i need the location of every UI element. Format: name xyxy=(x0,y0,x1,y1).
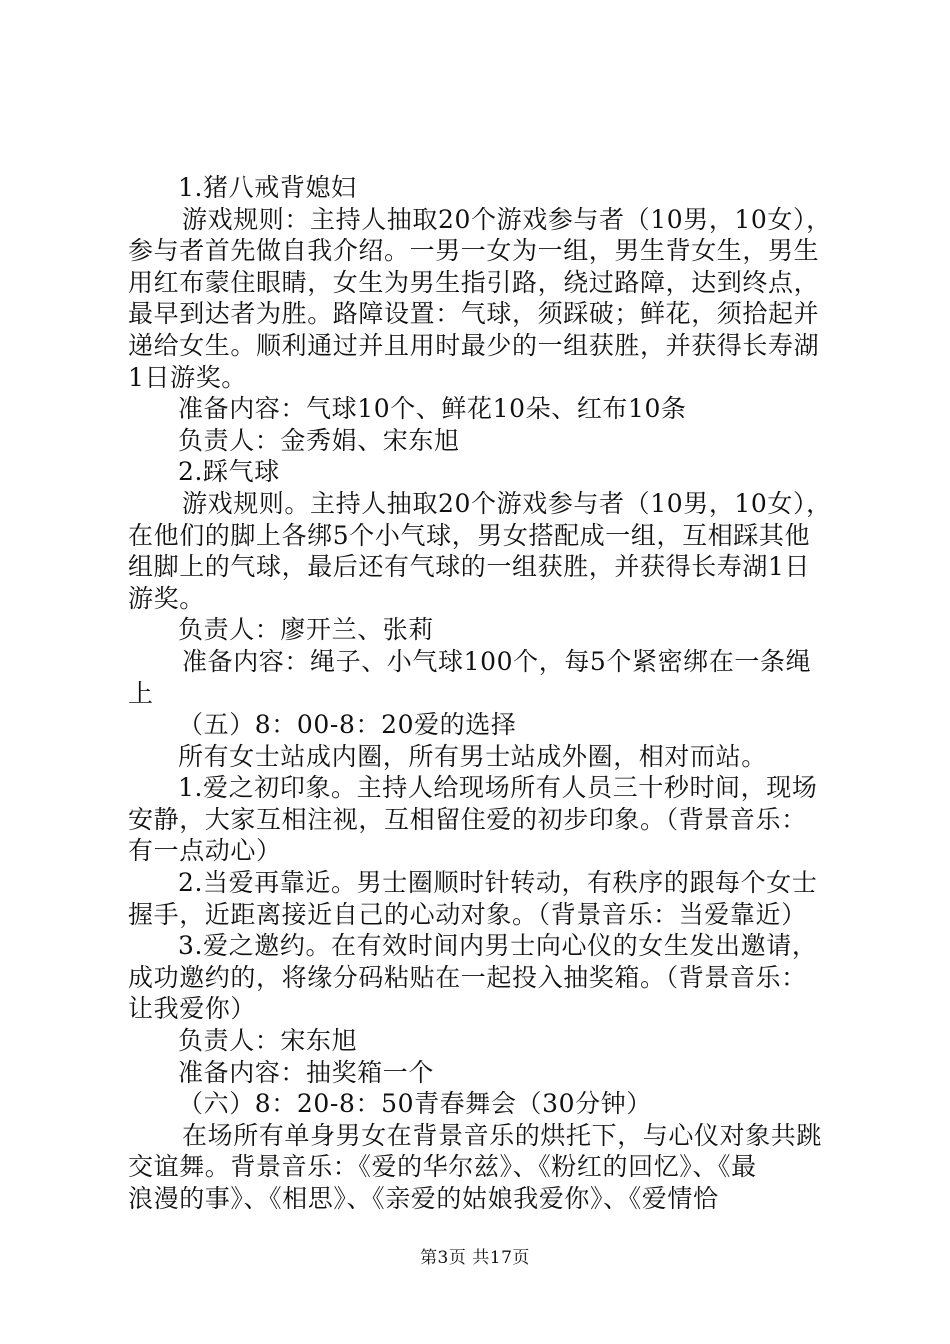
paragraph-line: 负责人：金秀娟、宋东旭 xyxy=(178,425,460,455)
page-number-footer: 第3页 共17页 xyxy=(420,1248,530,1268)
paragraph-line: 让我爱你） xyxy=(128,994,257,1024)
paragraph-line: 负责人：宋东旭 xyxy=(178,1026,358,1056)
paragraph-line: 游戏规则：主持人抽取20个游戏参与者（10男，10女）， xyxy=(182,204,832,234)
paragraph-line: 最早到达者为胜。路障设置：气球，须踩破；鲜花，须拾起并 xyxy=(128,299,820,329)
paragraph-line: 2.当爱再靠近。男士圈顺时针转动，有秩序的跟每个女士 xyxy=(178,868,818,898)
paragraph-line: 准备内容：抽奖箱一个 xyxy=(178,1057,435,1087)
list-item-title: 2.踩气球 xyxy=(178,457,280,487)
paragraph-line: 上 xyxy=(128,678,154,708)
paragraph-line: 负责人：廖开兰、张莉 xyxy=(178,615,435,645)
list-item-title: 1.猪八戒背媳妇 xyxy=(178,173,357,202)
paragraph-line: 用红布蒙住眼睛，女生为男生指引路，绕过路障，达到终点， xyxy=(128,267,820,297)
paragraph-line: 交谊舞。背景音乐：《爱的华尔兹》、《粉红的回忆》、《最 xyxy=(128,1152,757,1182)
paragraph-line: 成功邀约的，将缘分码粘贴在一起投入抽奖箱。（背景音乐： xyxy=(128,962,807,992)
paragraph-line: 所有女士站成内圈，所有男士站成外圈，相对而站。 xyxy=(178,741,767,771)
section-heading: （五）8：00-8：20爱的选择 xyxy=(178,710,517,740)
paragraph-line: 1.爱之初印象。主持人给现场所有人员三十秒时间，现场 xyxy=(178,773,818,803)
paragraph-line: 3.爱之邀约。在有效时间内男士向心仪的女生发出邀请， xyxy=(178,931,818,961)
paragraph-line: 在他们的脚上各绑5个小气球，男女搭配成一组，互相踩其他 xyxy=(128,520,811,550)
paragraph-line: 握手，近距离接近自己的心动对象。（背景音乐：当爱靠近） xyxy=(128,899,807,929)
paragraph-line: 准备内容：气球10个、鲜花10朵、红布10条 xyxy=(178,394,687,424)
paragraph-line: 浪漫的事》、《相思》、《亲爱的姑娘我爱你》、《爱情恰 xyxy=(128,1184,719,1213)
paragraph-line: 参与者首先做自我介绍。一男一女为一组，男生背女生，男生 xyxy=(128,236,820,266)
paragraph-line: 1日游奖。 xyxy=(128,362,247,392)
document-body xyxy=(128,172,833,1215)
paragraph-line: 在场所有单身男女在背景音乐的烘托下，与心仪对象共跳 xyxy=(182,1120,823,1150)
paragraph-line: 递给女生。顺利通过并且用时最少的一组获胜，并获得长寿湖 xyxy=(128,330,820,360)
section-heading: （六）8：20-8：50青春舞会（30分钟） xyxy=(178,1089,652,1119)
paragraph-line: 游戏规则。主持人抽取20个游戏参与者（10男，10女）， xyxy=(182,488,832,518)
paragraph-line: 组脚上的气球，最后还有气球的一组获胜，并获得长寿湖1日 xyxy=(128,552,811,582)
paragraph-line: 游奖。 xyxy=(128,583,205,613)
paragraph-line: 安静，大家互相注视，互相留住爱的初步印象。（背景音乐： xyxy=(128,804,807,834)
paragraph-line: 有一点动心） xyxy=(128,836,282,866)
paragraph-line: 准备内容：绳子、小气球100个，每5个紧密绑在一条绳 xyxy=(182,646,812,676)
